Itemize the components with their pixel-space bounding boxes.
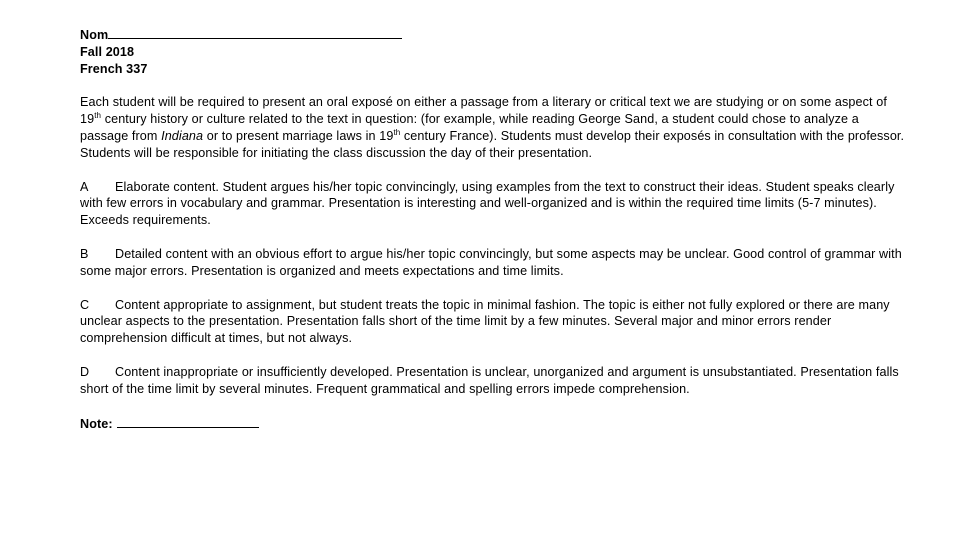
grade-a-paragraph <box>80 179 910 229</box>
note-label: Note: <box>80 416 113 431</box>
grade-letter: C <box>80 297 90 312</box>
grade-letter: A <box>80 179 89 194</box>
intro-text-4: century France). Students must develop their exposés in consultation with the professor. Students will be responsible for initiating the class discussion the day of their presentation. <box>80 128 905 160</box>
intro-text-1: Each student will be required to present an oral exposé on either a passage from a literary or critical text we are studying or on some aspect of 19 <box>80 95 887 127</box>
grade-description: Content appropriate to assignment, but student treats the topic in minimal fashion. The topic is either not fully explored or there are many unclear aspects to the presentation. Presentation falls short of the time limit by a few minutes. Several major and minor errors render comprehension difficult at times, but not always. <box>80 297 890 346</box>
grade-letter: B <box>80 246 89 261</box>
document-page <box>80 26 910 432</box>
grade-description: Detailed content with an obvious effort to argue his/her topic convincingly, but some aspects may be unclear. Good control of grammar with some major errors. Presentation is organized and meets expectations and time limits. <box>80 246 902 278</box>
grade-c-paragraph <box>80 297 910 347</box>
course-label: French 337 <box>80 61 148 76</box>
name-blank-line <box>108 26 402 39</box>
intro-text-2: century history or culture related to the text in question: (for example, while reading George Sand, a student could chose to analyze a passage from <box>80 112 859 143</box>
intro-superscript-2: th <box>393 127 401 137</box>
intro-italic-title: Indiana <box>161 128 204 143</box>
name-label: Nom <box>80 28 109 42</box>
intro-text-3: or to present marriage laws in 19 <box>203 128 394 143</box>
note-blank-line <box>117 415 259 428</box>
intro-superscript-1: th <box>94 111 102 120</box>
grade-letter: D <box>80 364 90 379</box>
grade-b-paragraph <box>80 246 910 280</box>
note-row <box>80 415 910 433</box>
document-header <box>80 26 910 77</box>
grade-description: Elaborate content. Student argues his/her topic convincingly, using examples from the text to construct their ideas. Student speaks clearly with few errors in vocabulary and grammar. Presentation is interesting and well-organized and is within the required time limits (5-7 minutes). Exceeds requirements. <box>80 179 895 228</box>
grade-description: Content inappropriate or insufficiently developed. Presentation is unclear, unorganized and argument is unsubstantiated. Presentation falls short of the time limit by several minutes. Frequent grammatical and spelling errors impede comprehension. <box>80 364 899 396</box>
grade-d-paragraph <box>80 364 910 398</box>
intro-paragraph <box>80 94 910 161</box>
name-row <box>80 26 910 44</box>
term-label: Fall 2018 <box>80 44 135 59</box>
